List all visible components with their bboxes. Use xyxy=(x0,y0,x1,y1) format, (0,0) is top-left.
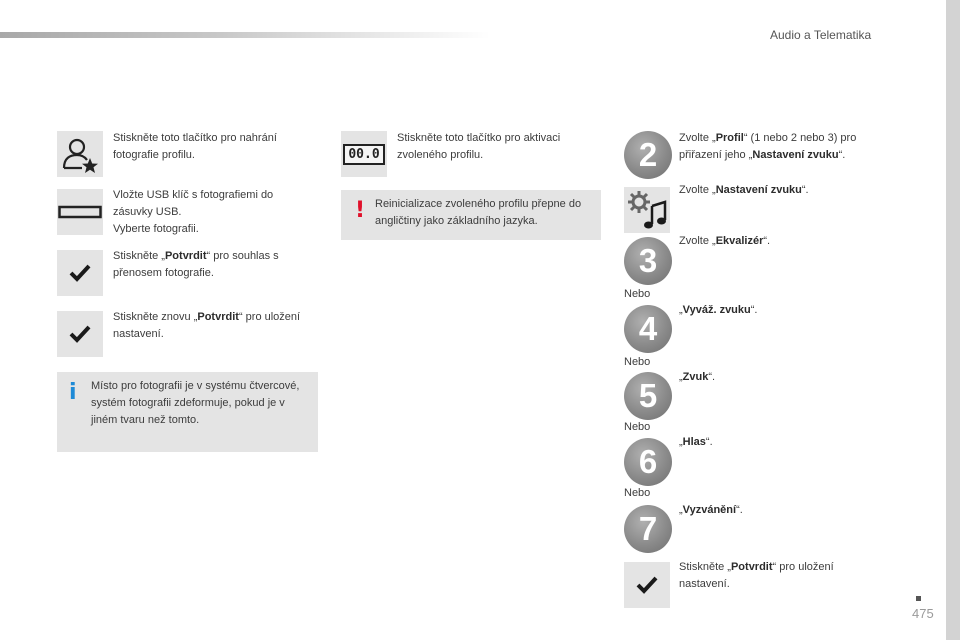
step-voice-text xyxy=(679,434,879,451)
text-fragment: “ (1 nebo 2 nebo 3) pro přiřazení jeho „ xyxy=(679,132,857,161)
text-fragment: „ xyxy=(679,504,683,516)
text-fragment: “ pro uložení nastavení. xyxy=(679,561,834,590)
step-sound-settings-text xyxy=(679,182,879,199)
page-marker xyxy=(916,596,921,601)
text-fragment: “. xyxy=(705,436,713,448)
bold-term: Potvrdit xyxy=(164,250,207,262)
text-fragment: Vložte USB klíč s fotografiemi do zásuvky USB. xyxy=(113,189,274,218)
text-fragment: “. xyxy=(801,184,809,196)
step-sound-text xyxy=(679,369,879,386)
profile-star-icon xyxy=(60,134,100,174)
step-upload-photo-text xyxy=(113,130,303,164)
profile-number-icon xyxy=(343,144,384,165)
text-fragment: “ pro souhlas s přenosem fotografie. xyxy=(113,250,279,279)
bold-term: Profil xyxy=(715,132,744,144)
step-balance-text xyxy=(679,302,879,319)
confirm-settings-button[interactable] xyxy=(624,562,670,608)
text-fragment: Zvolte „ xyxy=(679,184,716,196)
step-badge-4: 4 xyxy=(624,305,672,353)
text-fragment: “ pro uložení nastavení. xyxy=(113,311,301,340)
text-fragment: Zvolte „ xyxy=(679,132,716,144)
page-title: Audio a Telematika xyxy=(770,28,872,42)
text-fragment: “. xyxy=(750,304,758,316)
text-fragment: Stiskněte toto tlačítko pro aktivaci zvoleného profilu. xyxy=(397,132,561,161)
text-fragment: Stiskněte „ xyxy=(113,250,165,262)
step-equalizer-text xyxy=(679,233,879,250)
bold-term: Vyzvánění xyxy=(682,504,737,516)
usb-slot xyxy=(57,189,103,235)
or-label: Nebo xyxy=(624,487,651,499)
bold-term: Ekvalizér xyxy=(715,235,764,247)
gear-music-icon xyxy=(625,188,669,232)
text-fragment: Vyberte fotografii. xyxy=(113,223,199,235)
bold-term: Zvuk xyxy=(682,371,709,383)
or-label: Nebo xyxy=(624,356,651,368)
step-badge-2: 2 xyxy=(624,131,672,179)
bold-term: Potvrdit xyxy=(197,311,239,323)
warning-icon: ! xyxy=(355,198,366,223)
bold-term: Hlas xyxy=(682,436,706,448)
text-fragment: “. xyxy=(838,149,846,161)
text-fragment: Stiskněte znovu „ xyxy=(113,311,198,323)
profile-number-display: 00.0 xyxy=(348,146,380,162)
text-fragment: “. xyxy=(763,235,771,247)
step-ringtone-text xyxy=(679,502,879,519)
step-confirm-settings-text xyxy=(679,559,869,593)
checkmark-icon xyxy=(69,262,91,284)
step-confirm-transfer-text xyxy=(113,248,303,282)
side-strip xyxy=(946,0,960,640)
or-label: Nebo xyxy=(624,288,651,300)
info-note xyxy=(57,372,318,452)
step-badge-6: 6 xyxy=(624,438,672,486)
text-fragment: „ xyxy=(679,304,683,316)
step-confirm-save-text xyxy=(113,309,303,343)
info-note-text: Místo pro fotografii je v systému čtvercové, systém fotografii zdeformuje, pokud je v jiném tvaru než tomto. xyxy=(91,380,300,426)
or-label: Nebo xyxy=(624,421,651,433)
text-fragment: Zvolte „ xyxy=(679,235,716,247)
sound-settings-button[interactable] xyxy=(624,187,670,233)
info-icon: i xyxy=(69,380,77,405)
profile-photo-button[interactable] xyxy=(57,131,103,177)
text-fragment: „ xyxy=(679,436,683,448)
bold-term: Vyváž. zvuku xyxy=(682,304,751,316)
text-fragment: “. xyxy=(736,504,743,516)
checkmark-icon xyxy=(636,574,658,596)
page-number: 475 xyxy=(912,606,934,621)
bold-term: Nastavení zvuku xyxy=(752,149,839,161)
step-activate-profile-text xyxy=(397,130,597,164)
confirm-save-button[interactable] xyxy=(57,311,103,357)
step-badge-3: 3 xyxy=(624,237,672,285)
confirm-transfer-button[interactable] xyxy=(57,250,103,296)
text-fragment: „ xyxy=(679,371,683,383)
step-badge-7: 7 xyxy=(624,505,672,553)
bold-term: Nastavení zvuku xyxy=(715,184,802,196)
step-usb-text xyxy=(113,187,308,238)
warning-note xyxy=(341,190,601,240)
activate-profile-button[interactable] xyxy=(341,131,387,177)
usb-slot-icon xyxy=(58,205,102,219)
text-fragment: Stiskněte „ xyxy=(679,561,731,573)
checkmark-icon xyxy=(69,323,91,345)
text-fragment: Stiskněte toto tlačítko pro nahrání fotografie profilu. xyxy=(113,132,277,161)
header-bar xyxy=(0,32,490,38)
step-badge-5: 5 xyxy=(624,372,672,420)
text-fragment: “. xyxy=(708,371,716,383)
bold-term: Potvrdit xyxy=(730,561,773,573)
step-select-profile-text xyxy=(679,130,879,164)
warning-note-text: Reinicializace zvoleného profilu přepne do angličtiny jako základního jazyka. xyxy=(375,198,582,227)
